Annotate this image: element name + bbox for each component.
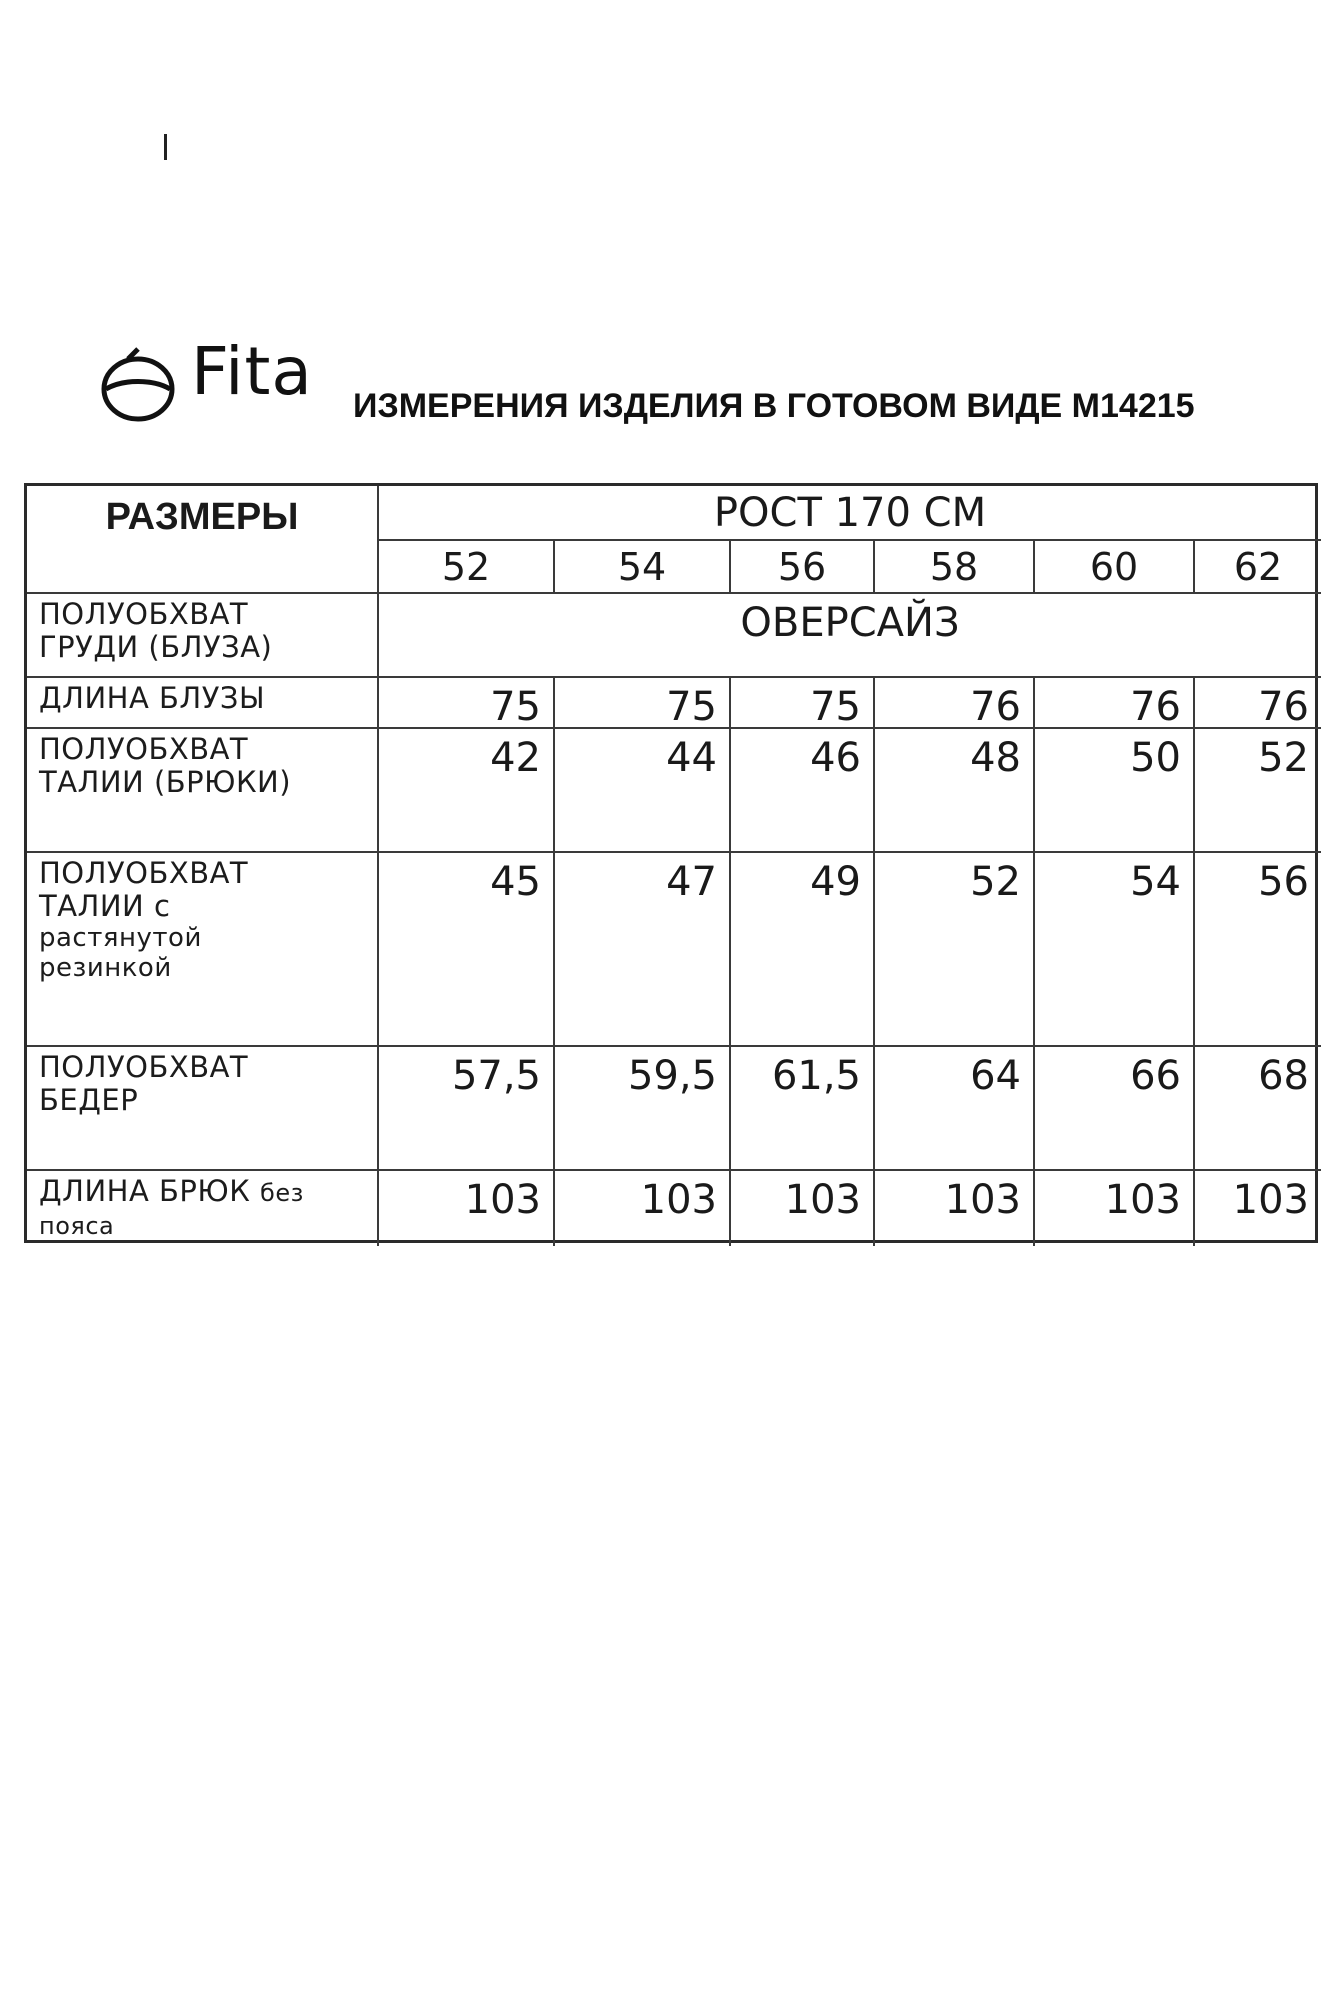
table-cell: 68 bbox=[1195, 1047, 1321, 1171]
row-label-chest bbox=[27, 594, 379, 678]
table-cell: 66 bbox=[1035, 1047, 1195, 1171]
row-label-text: ПОЛУОБХВАТ ТАЛИИ с bbox=[39, 856, 249, 924]
table-cell: 47 bbox=[555, 853, 731, 1047]
sizes-header: РАЗМЕРЫ bbox=[27, 486, 379, 594]
row-label-text: ДЛИНА БРЮК bbox=[39, 1174, 251, 1208]
table-cell: 52 bbox=[1195, 729, 1321, 853]
document-header bbox=[98, 333, 1298, 425]
table-cell: 46 bbox=[731, 729, 875, 853]
brand-name: Fita bbox=[191, 333, 313, 410]
row-label-text: ПОЛУОБХВАТ ГРУДИ (БЛУЗА) bbox=[39, 597, 273, 665]
row-label-blouse-length bbox=[27, 678, 379, 729]
table-cell: 61,5 bbox=[731, 1047, 875, 1171]
text-cursor-mark bbox=[164, 134, 167, 160]
size-column-header: 54 bbox=[555, 541, 731, 594]
document-title: ИЗМЕРЕНИЯ ИЗДЕЛИЯ В ГОТОВОМ ВИДЕ М14215 bbox=[353, 387, 1195, 425]
row-label-extra: без пояса bbox=[39, 1179, 304, 1241]
table-cell: 54 bbox=[1035, 853, 1195, 1047]
size-column-header: 62 bbox=[1195, 541, 1321, 594]
oversize-value: ОВЕРСАЙЗ bbox=[379, 594, 1321, 678]
table-cell: 75 bbox=[555, 678, 731, 729]
table-cell: 52 bbox=[875, 853, 1035, 1047]
table-cell: 57,5 bbox=[379, 1047, 555, 1171]
table-cell: 44 bbox=[555, 729, 731, 853]
table-cell: 64 bbox=[875, 1047, 1035, 1171]
table-cell: 103 bbox=[379, 1171, 555, 1246]
row-label-waist-stretched bbox=[27, 853, 379, 1047]
row-label-text: ДЛИНА БЛУЗЫ bbox=[39, 681, 266, 715]
size-column-header: 52 bbox=[379, 541, 555, 594]
table-cell: 76 bbox=[1195, 678, 1321, 729]
table-cell: 59,5 bbox=[555, 1047, 731, 1171]
table-cell: 75 bbox=[379, 678, 555, 729]
measurement-table bbox=[24, 483, 1318, 1243]
table-cell: 103 bbox=[1035, 1171, 1195, 1246]
row-label-hips bbox=[27, 1047, 379, 1171]
table-cell: 49 bbox=[731, 853, 875, 1047]
size-column-header: 56 bbox=[731, 541, 875, 594]
size-column-header: 58 bbox=[875, 541, 1035, 594]
table-cell: 76 bbox=[875, 678, 1035, 729]
table-cell: 103 bbox=[875, 1171, 1035, 1246]
height-header: РОСТ 170 СМ bbox=[379, 486, 1321, 541]
size-column-header: 60 bbox=[1035, 541, 1195, 594]
table-cell: 76 bbox=[1035, 678, 1195, 729]
table-cell: 45 bbox=[379, 853, 555, 1047]
row-label-waist bbox=[27, 729, 379, 853]
table-cell: 50 bbox=[1035, 729, 1195, 853]
table-cell: 103 bbox=[731, 1171, 875, 1246]
table-cell: 42 bbox=[379, 729, 555, 853]
row-label-trousers-length bbox=[27, 1171, 379, 1246]
fita-logo-icon bbox=[98, 345, 178, 425]
table-cell: 75 bbox=[731, 678, 875, 729]
table-cell: 48 bbox=[875, 729, 1035, 853]
table-cell: 103 bbox=[1232, 1177, 1309, 1223]
table-cell: 103 bbox=[555, 1171, 731, 1246]
row-label-text: ПОЛУОБХВАТ БЕДЕР bbox=[39, 1050, 249, 1118]
row-label-extra: растянутой резинкой bbox=[39, 922, 202, 983]
row-label-text: ПОЛУОБХВАТ ТАЛИИ (БРЮКИ) bbox=[39, 732, 292, 800]
table-cell: 56 bbox=[1195, 853, 1321, 1047]
